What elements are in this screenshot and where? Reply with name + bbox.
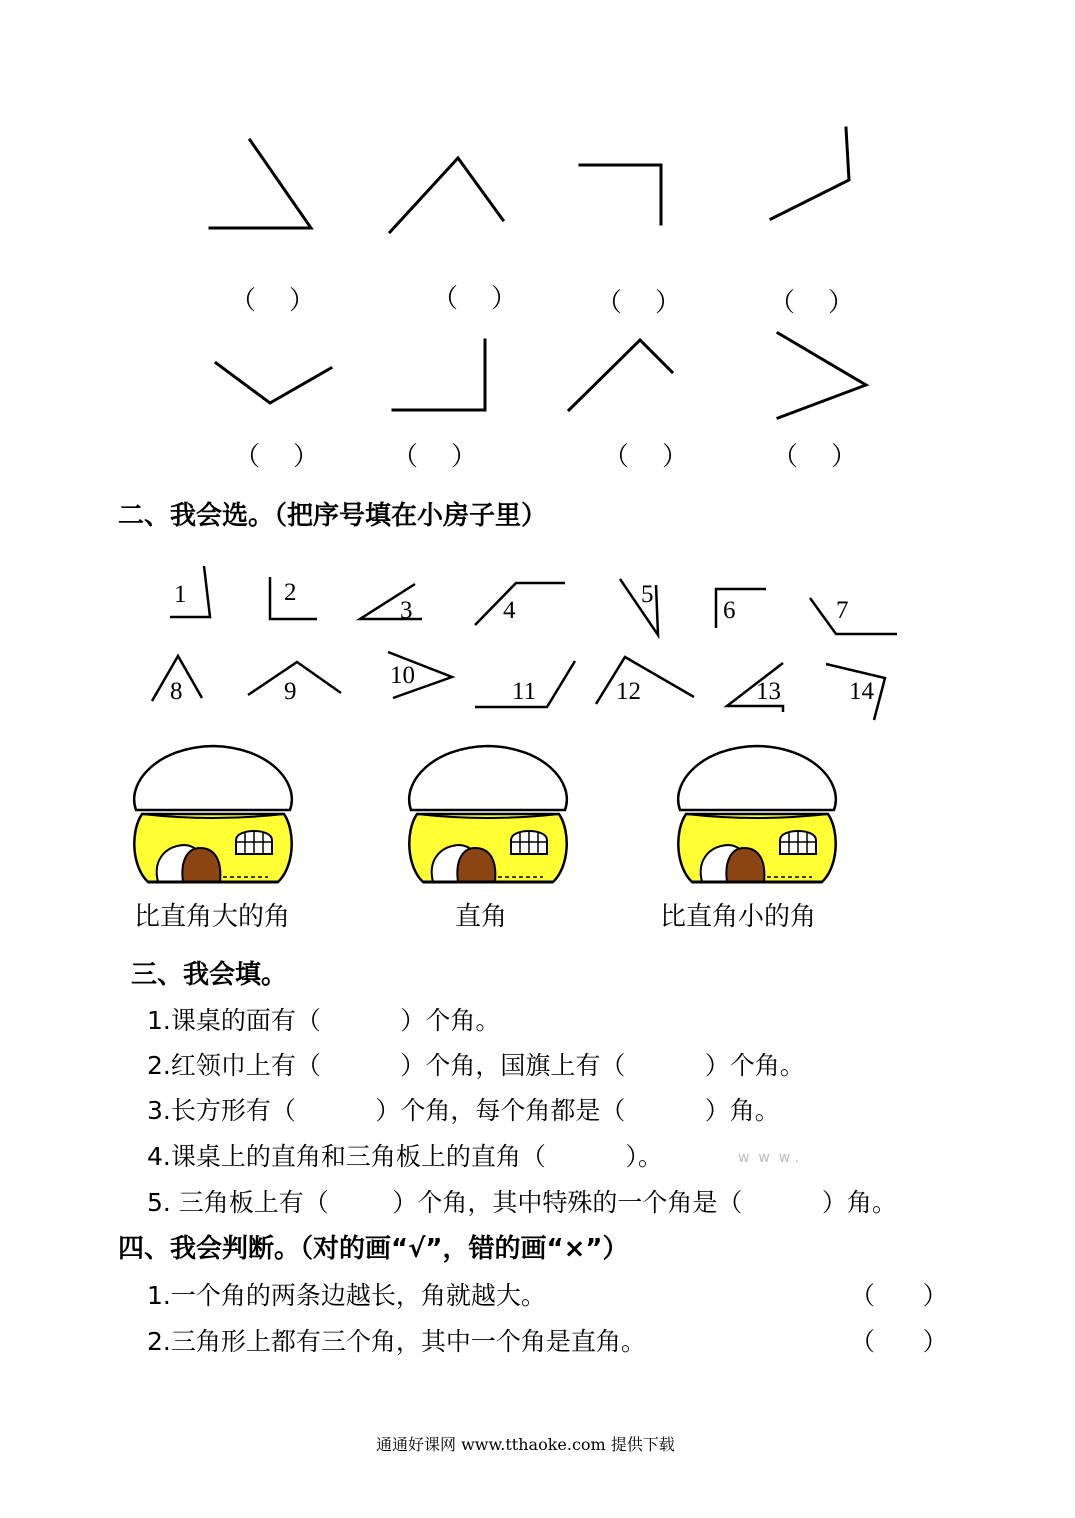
section4-heading: 四、我会判断。（对的画“√”，错的画“×”）: [118, 1234, 629, 1264]
angle-number-3: 3: [400, 597, 413, 624]
answer-paren-8[interactable]: （ ）: [772, 442, 858, 472]
answer-paren-7[interactable]: （ ）: [603, 442, 689, 472]
fill-item-1: 1.课桌的面有（ ）个角。: [147, 1006, 501, 1035]
watermark-text: w w w .: [738, 1150, 800, 1166]
answer-paren-3[interactable]: （ ）: [596, 288, 682, 318]
angle-figure-1: [210, 140, 311, 228]
choice-angle-7: [810, 598, 897, 634]
answer-paren-1[interactable]: （ ）: [230, 286, 316, 316]
angle-number-9: 9: [284, 678, 297, 705]
judge-paren-2[interactable]: （ ）: [850, 1327, 948, 1356]
angle-figure-2: [390, 158, 503, 232]
angle-figure-3: [580, 165, 661, 224]
house-label-right: 直角: [455, 902, 508, 932]
angle-number-14: 14: [849, 678, 874, 705]
angle-number-5: 5: [641, 581, 654, 608]
angle-number-7: 7: [836, 597, 849, 624]
answer-paren-2[interactable]: （ ）: [432, 284, 518, 314]
choice-angle-12: [596, 657, 694, 704]
judge-item-2: 2.三角形上都有三个角，其中一个角是直角。: [147, 1327, 646, 1356]
angle-number-8: 8: [170, 678, 183, 705]
section2-heading: 二、我会选。（把序号填在小房子里）: [118, 501, 548, 531]
fill-item-4: 4.课桌上的直角和三角板上的直角（ ）。: [147, 1142, 663, 1171]
choice-angle-3: [360, 584, 422, 619]
house-label-obtuse: 比直角大的角: [134, 902, 291, 932]
judge-item-1: 1.一个角的两条边越长，角就越大。: [147, 1281, 546, 1310]
house-label-acute: 比直角小的角: [660, 902, 817, 932]
answer-paren-5[interactable]: （ ）: [234, 442, 320, 472]
angle-number-2: 2: [284, 579, 297, 606]
fill-item-2: 2.红领巾上有（ ）个角，国旗上有（ ）个角。: [147, 1051, 805, 1080]
choice-angle-4: [475, 583, 565, 625]
angle-number-11: 11: [512, 678, 537, 705]
angle-figure-4: [771, 128, 849, 219]
mushroom-house-acute[interactable]: [672, 742, 842, 890]
angle-number-1: 1: [174, 581, 187, 608]
answer-paren-4[interactable]: （ ）: [769, 288, 855, 318]
section3-heading: 三、我会填。: [131, 960, 288, 990]
fill-item-3: 3.长方形有（ ）个角，每个角都是（ ）角。: [147, 1096, 780, 1125]
footer-text: 通通好课网 www.tthaoke.com 提供下载: [376, 1435, 675, 1454]
angle-number-13: 13: [756, 678, 781, 705]
angle-number-4: 4: [503, 597, 516, 624]
angle-number-6: 6: [723, 597, 736, 624]
mushroom-house-right[interactable]: [403, 742, 573, 890]
angle-figure-8: [778, 333, 866, 418]
angle-figure-7: [569, 340, 672, 410]
angle-figure-5: [216, 363, 331, 403]
angle-figure-6: [393, 340, 485, 410]
answer-paren-6[interactable]: （ ）: [392, 442, 478, 472]
angle-number-12: 12: [616, 678, 641, 705]
judge-paren-1[interactable]: （ ）: [850, 1281, 948, 1310]
fill-item-5: 5. 三角板上有（ ）个角，其中特殊的一个角是（ ）角。: [147, 1188, 897, 1217]
mushroom-house-obtuse[interactable]: [128, 742, 298, 890]
angle-number-10: 10: [390, 662, 415, 689]
